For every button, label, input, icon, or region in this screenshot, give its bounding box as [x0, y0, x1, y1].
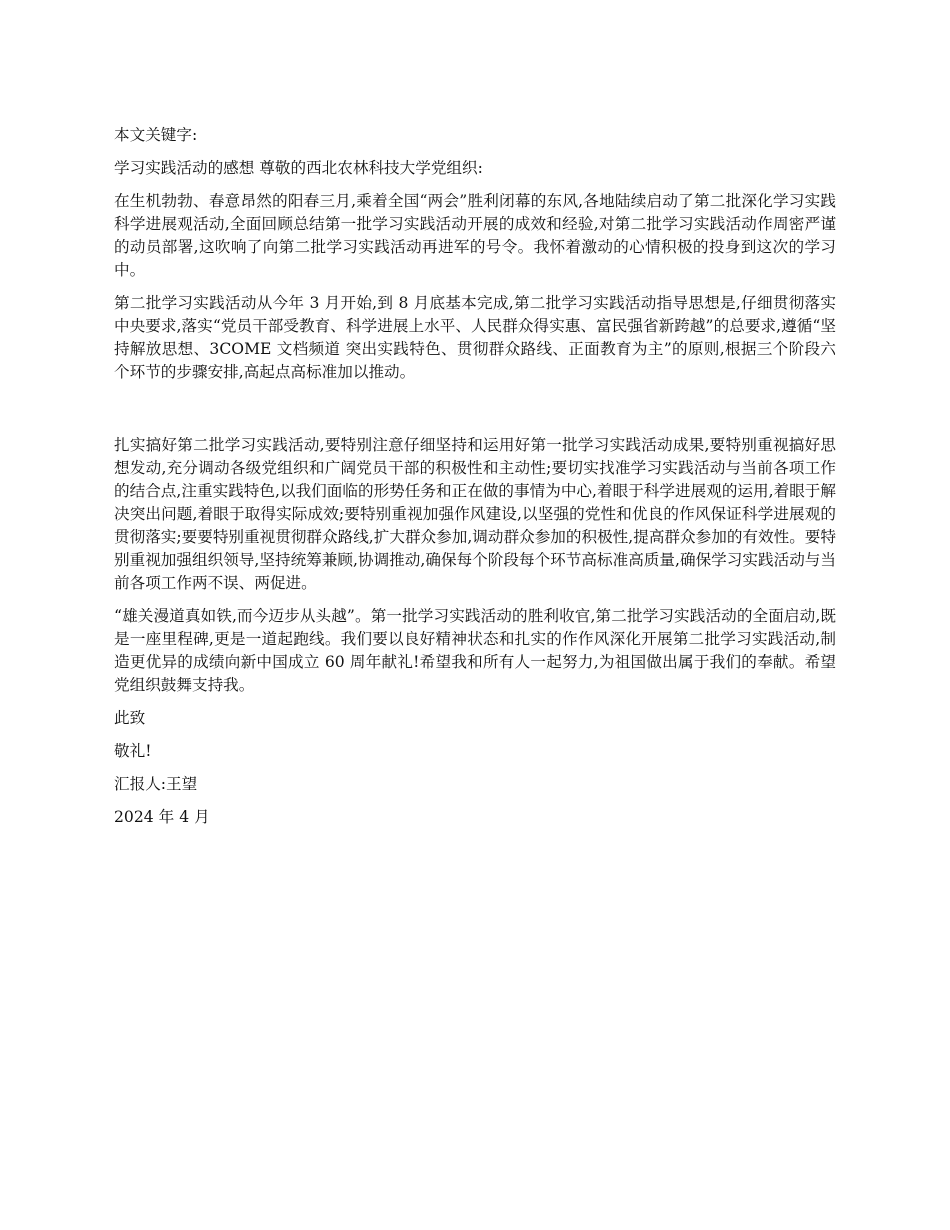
keywords-label: 本文关键字: [114, 126, 198, 144]
paragraph-4: “雄关漫道真如铁,而今迈步从头越”。第一批学习实践活动的胜利收官,第二批学习实践活动的全面启动,既是一座里程碑,更是一道起跑线。我们要以良好精神状态和扎实的作作风深化开展第二批学习实践活动,制造更优异的成绩向新中国成立 60 周年献礼!希望我和所有人一起努力,为祖国做出属于我们的奉献。希望党组织鼓舞支持我。 [114, 607, 836, 694]
date-line: 2024 年 4 月 [114, 808, 210, 826]
section-gap [114, 394, 836, 434]
paragraph-1: 在生机勃勃、春意昂然的阳春三月,乘着全国“两会”胜利闭幕的东风,各地陆续启动了第二批深化学习实践科学进展观活动,全面回顾总结第一批学习实践活动开展的成效和经验,对第二批学习实践活动作周密严谨的动员部署,这吹响了向第二批学习实践活动再进军的号令。我怀着激动的心情积极的投身到这次的学习中。 [114, 192, 836, 279]
paragraph-3: 扎实搞好第二批学习实践活动,要特别注意仔细坚持和运用好第一批学习实践活动成果,要特别重视搞好思想发动,充分调动各级党组织和广阔党员干部的积极性和主动性;要切实找准学习实践活动与当前各项工作的结合点,注重实践特色,以我们面临的形势任务和正在做的事情为中心,着眼于科学进展观的运用,着眼于解决突出问题,着眼于取得实际成效;要特别重视加强作风建设,以坚强的党性和优良的作风保证科学进展观的贯彻落实;要要特别重视贯彻群众路线,扩大群众参加,调动群众参加的积极性,提高群众参加的有效性。要特别重视加强组织领导,坚持统筹兼顾,协调推动,确保每个阶段每个环节高标准高质量,确保学习实践活动与当前各项工作两不误、两促进。 [114, 436, 836, 592]
reporter-line: 汇报人:王望 [114, 775, 198, 793]
salute-line: 敬礼! [114, 742, 152, 760]
document-body [114, 124, 836, 839]
paragraph-2: 第二批学习实践活动从今年 3 月开始,到 8 月底基本完成,第二批学习实践活动指导思想是,仔细贯彻落实中央要求,落实“党员干部受教育、科学进展上水平、人民群众得实惠、富民强省新跨越”的总要求,遵循“坚持解放思想、3COME 文档频道 突出实践特色、贯彻群众路线、正面教育为主”的原则,根据三个阶段六个环节的步骤安排,高起点高标准加以推动。 [114, 294, 836, 381]
closing-line: 此致 [114, 709, 146, 727]
letter-heading: 学习实践活动的感想 尊敬的西北农林科技大学党组织: [114, 159, 483, 177]
